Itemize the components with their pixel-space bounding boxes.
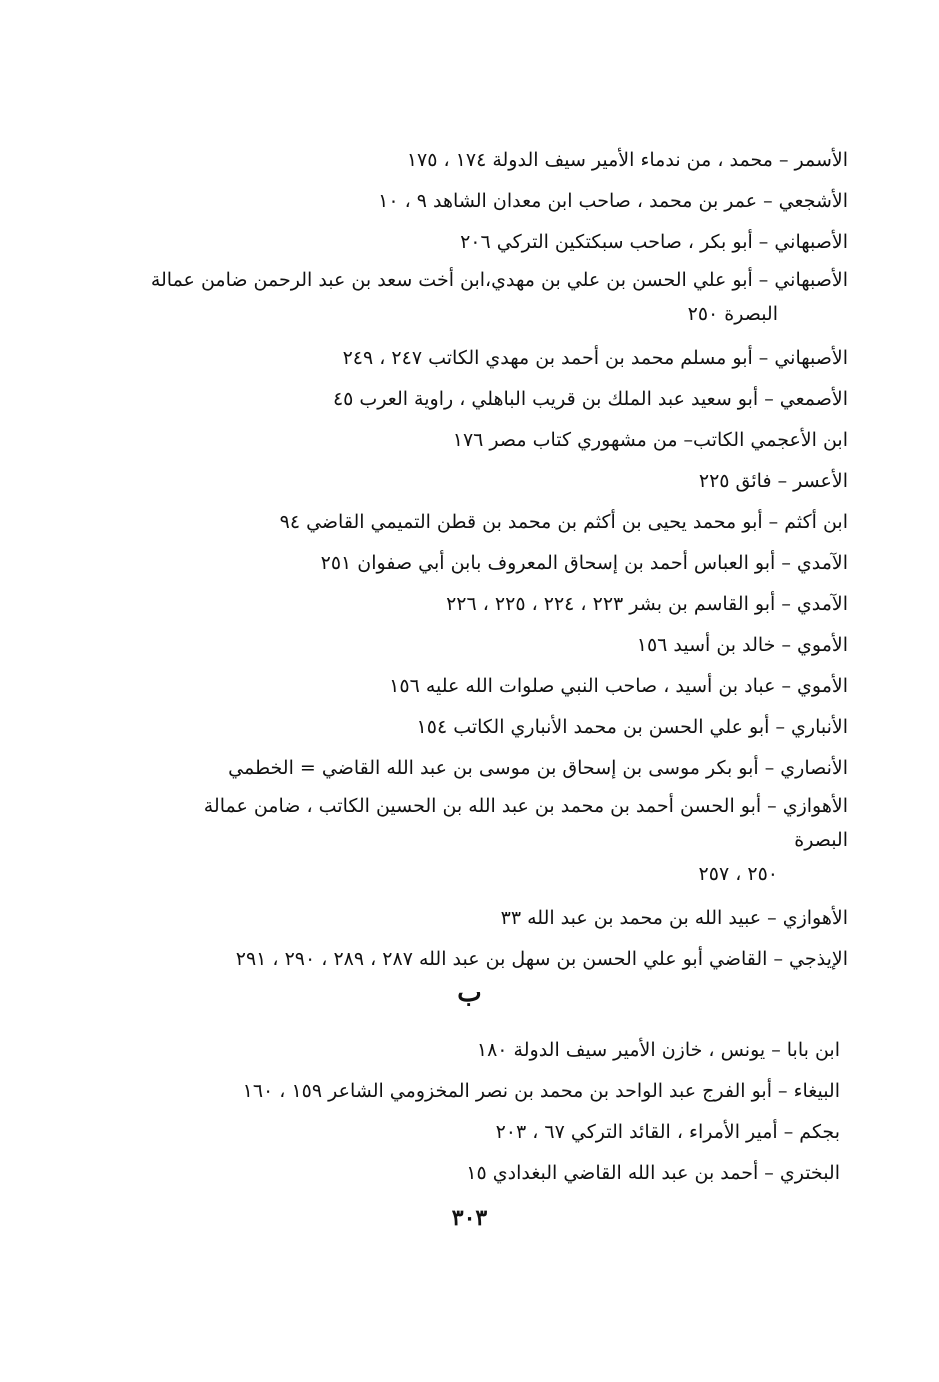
index-entry: الأسمر – محمد ، من ندماء الأمير سيف الدولة ١٧٤ ، ١٧٥ <box>406 149 848 171</box>
index-entry: الأصبهاني – أبو مسلم محمد بن أحمد بن مهدي الكاتب ٢٤٧ ، ٢٤٩ <box>342 347 848 369</box>
index-entry: البختري – أحمد بن عبد الله القاضي البغدادي ١٥ <box>466 1162 840 1184</box>
index-entry: الأموي – عباد بن أسيد ، صاحب النبي صلوات الله عليه ١٥٦ <box>389 675 848 697</box>
index-entry: الآمدي – أبو القاسم بن بشر ٢٢٣ ، ٢٢٤ ، ٢٢٥ ، ٢٢٦ <box>446 593 848 615</box>
index-entry: الأعسر – فائق ٢٢٥ <box>698 470 848 492</box>
index-entry: الأموي – خالد بن أسيد ١٥٦ <box>636 634 848 656</box>
index-entry-text: الأهوازي – أبو الحسن أحمد بن محمد بن عبد الله بن الحسين الكاتب ، ضامن عمالة البصرة <box>203 795 848 851</box>
index-entry-text: الأصبهاني – أبو علي الحسن بن علي بن مهدي،ابن أخت سعد بن عبد الرحمن ضامن عمالة <box>150 269 848 291</box>
index-entry: الأصمعي – أبو سعيد عبد الملك بن قريب الباهلي ، راوية العرب ٤٥ <box>332 388 848 410</box>
index-section-alif <box>150 140 848 980</box>
index-entry: الأهوازي – عبيد الله بن محمد بن عبد الله ٣٣ <box>500 907 848 929</box>
index-entry-wrapped <box>150 789 848 891</box>
section-letter-heading: ب <box>457 978 482 1008</box>
index-section-b <box>150 1030 840 1194</box>
index-entry: بجكم – أمير الأمراء ، القائد التركي ٦٧ ، ٢٠٣ <box>495 1121 840 1143</box>
index-entry: الآمدي – أبو العباس أحمد بن إسحاق المعروف بابن أبي صفوان ٢٥١ <box>320 552 848 574</box>
index-entry: ابن بابا – يونس ، خازن الأمير سيف الدولة ١٨٠ <box>476 1039 840 1061</box>
index-entry: الأنباري – أبو علي الحسن بن محمد الأنباري الكاتب ١٥٤ <box>416 716 848 738</box>
index-entry: الأشجعي – عمر بن محمد ، صاحب ابن معدان الشاهد ٩ ، ١٠ <box>378 190 848 212</box>
index-entry: ابن الأعجمي الكاتب– من مشهوري كتاب مصر ١٧٦ <box>452 429 848 451</box>
index-entry: البيغاء – أبو الفرج عبد الواحد بن محمد بن نصر المخزومي الشاعر ١٥٩ ، ١٦٠ <box>242 1080 840 1102</box>
index-entry-wrapped <box>150 263 848 331</box>
index-entry: الأصبهاني – أبو بكر ، صاحب سبكتكين التركي ٢٠٦ <box>460 231 848 253</box>
index-entry: الأنصاري – أبو بكر موسى بن إسحاق بن موسى بن عبد الله القاضي = الخطمي <box>228 757 848 779</box>
index-entry: الإيذجي – القاضي أبو علي الحسن بن سهل بن عبد الله ٢٨٧ ، ٢٨٩ ، ٢٩٠ ، ٢٩١ <box>235 948 848 970</box>
index-entry: ابن أكثم – أبو محمد يحيى بن أكثم بن محمد بن قطن التميمي القاضي ٩٤ <box>279 511 848 533</box>
index-entry-continuation: ٢٥٠ ، ٢٥٧ <box>698 863 778 885</box>
index-entry-continuation: البصرة ٢٥٠ <box>687 303 778 325</box>
page-number: ٣٠٣ <box>451 1205 488 1231</box>
